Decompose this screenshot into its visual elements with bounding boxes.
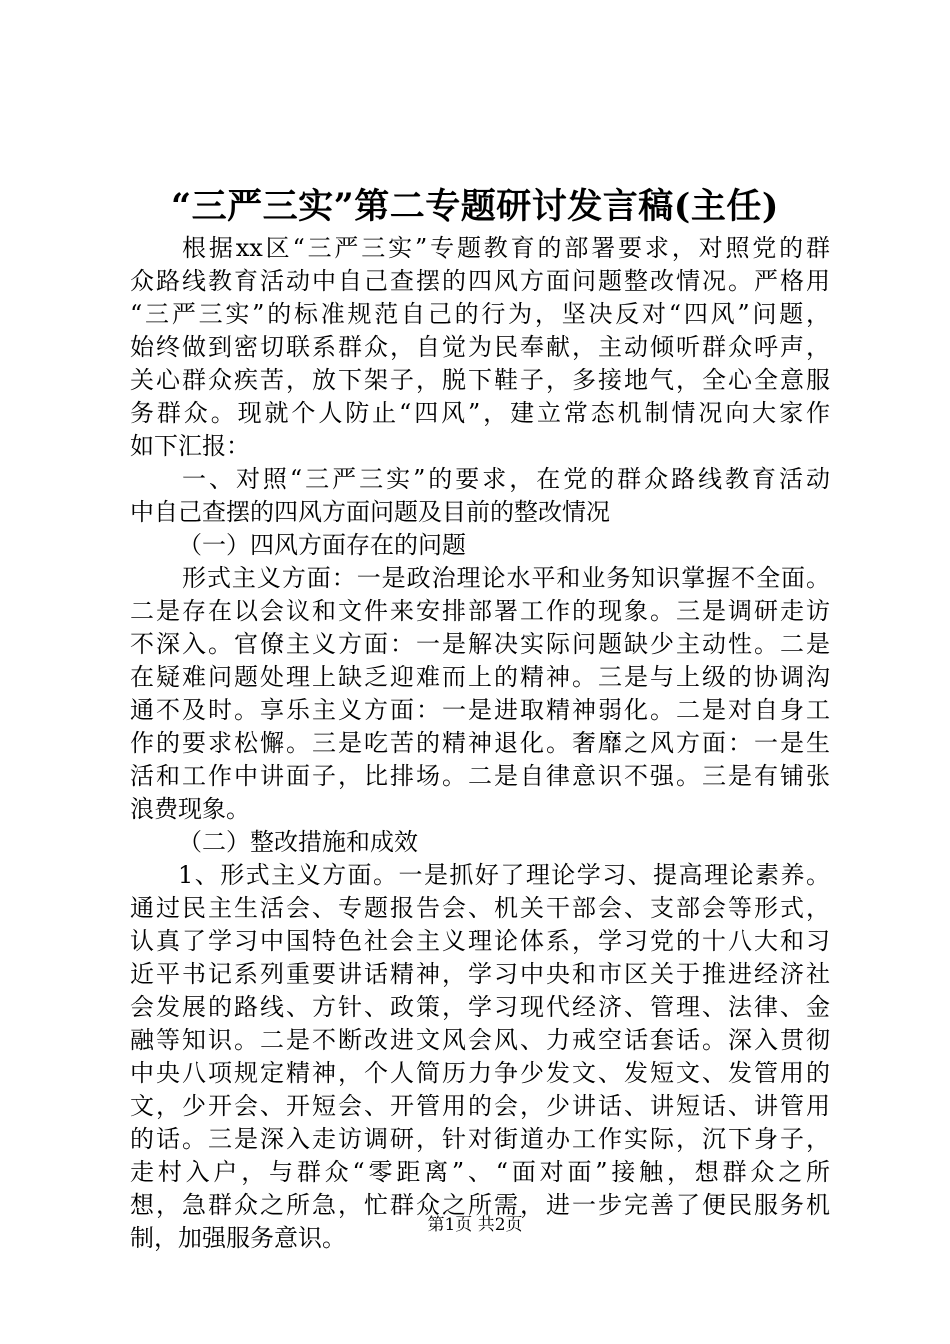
paragraph-line: 根据xx区“三严三实”专题教育的部署要求，对照党的群 [182,234,830,262]
paragraph-line: 二是存在以会议和文件来安排部署工作的现象。三是调研走访 [130,597,830,625]
paragraph-line: 在疑难问题处理上缺乏迎难而上的精神。三是与上级的协调沟 [130,663,830,691]
paragraph-line: 会发展的路线、方针、政策，学习现代经济、管理、法律、金 [130,993,830,1021]
paragraph-line: 认真了学习中国特色社会主义理论体系，学习党的十八大和习 [130,927,830,955]
subsection-heading: （二）整改措施和成效 [178,828,418,856]
paragraph-line: 浪费现象。 [130,795,250,823]
paragraph-line: 融等知识。二是不断改进文风会风、力戒空话套话。深入贯彻 [130,1026,830,1054]
paragraph-line: 关心群众疾苦，放下架子，脱下鞋子，多接地气，全心全意服 [130,366,830,394]
document-title: “三严三实”第二专题研讨发言稿(主任) [171,186,779,227]
paragraph-line: 众路线教育活动中自己查摆的四风方面问题整改情况。严格用 [130,267,830,295]
paragraph-line: 制，加强服务意识。 [130,1224,346,1252]
paragraph-line: 1、形式主义方面。一是抓好了理论学习、提高理论素养。 [178,861,830,889]
paragraph-line: 走村入户，与群众“零距离”、“面对面”接触，想群众之所 [130,1158,830,1186]
paragraph-line: 的话。三是深入走访调研，针对街道办工作实际，沉下身子， [130,1125,830,1153]
paragraph-line: 通不及时。享乐主义方面：一是进取精神弱化。二是对自身工 [130,696,830,724]
paragraph-line: 始终做到密切联系群众，自觉为民奉献，主动倾听群众呼声， [130,333,830,361]
paragraph-line: 活和工作中讲面子，比排场。二是自律意识不强。三是有铺张 [130,762,830,790]
paragraph-line: 不深入。官僚主义方面：一是解决实际问题缺少主动性。二是 [130,630,830,658]
document-body [130,232,830,1255]
paragraph-line: 形式主义方面：一是政治理论水平和业务知识掌握不全面。 [182,564,830,592]
paragraph-line: 作的要求松懈。三是吃苦的精神退化。奢靡之风方面：一是生 [130,729,830,757]
paragraph-line: 务群众。现就个人防止“四风”，建立常态机制情况向大家作 [130,399,830,427]
paragraph-line: 中央八项规定精神，个人简历力争少发文、发短文、发管用的 [130,1059,830,1087]
paragraph-line: 如下汇报： [130,432,250,460]
section-heading-line: 一、对照“三严三实”的要求，在党的群众路线教育活动 [182,465,830,493]
subsection-heading: （一）四风方面存在的问题 [178,531,466,559]
paragraph-line: 通过民主生活会、专题报告会、机关干部会、支部会等形式， [130,894,830,922]
section-heading-line: 中自己查摆的四风方面问题及目前的整改情况 [130,498,610,526]
paragraph-line: 文，少开会、开短会、开管用的会，少讲话、讲短话、讲管用 [130,1092,830,1120]
paragraph-line: 近平书记系列重要讲话精神，学习中央和市区关于推进经济社 [130,960,830,988]
paragraph-line: “三严三实”的标准规范自己的行为，坚决反对“四风”问题， [130,300,830,328]
page-footer: 第1页 共2页 [427,1215,523,1235]
paragraph-line: 想，急群众之所急，忙群众之所需，进一步完善了便民服务机 [130,1191,830,1219]
